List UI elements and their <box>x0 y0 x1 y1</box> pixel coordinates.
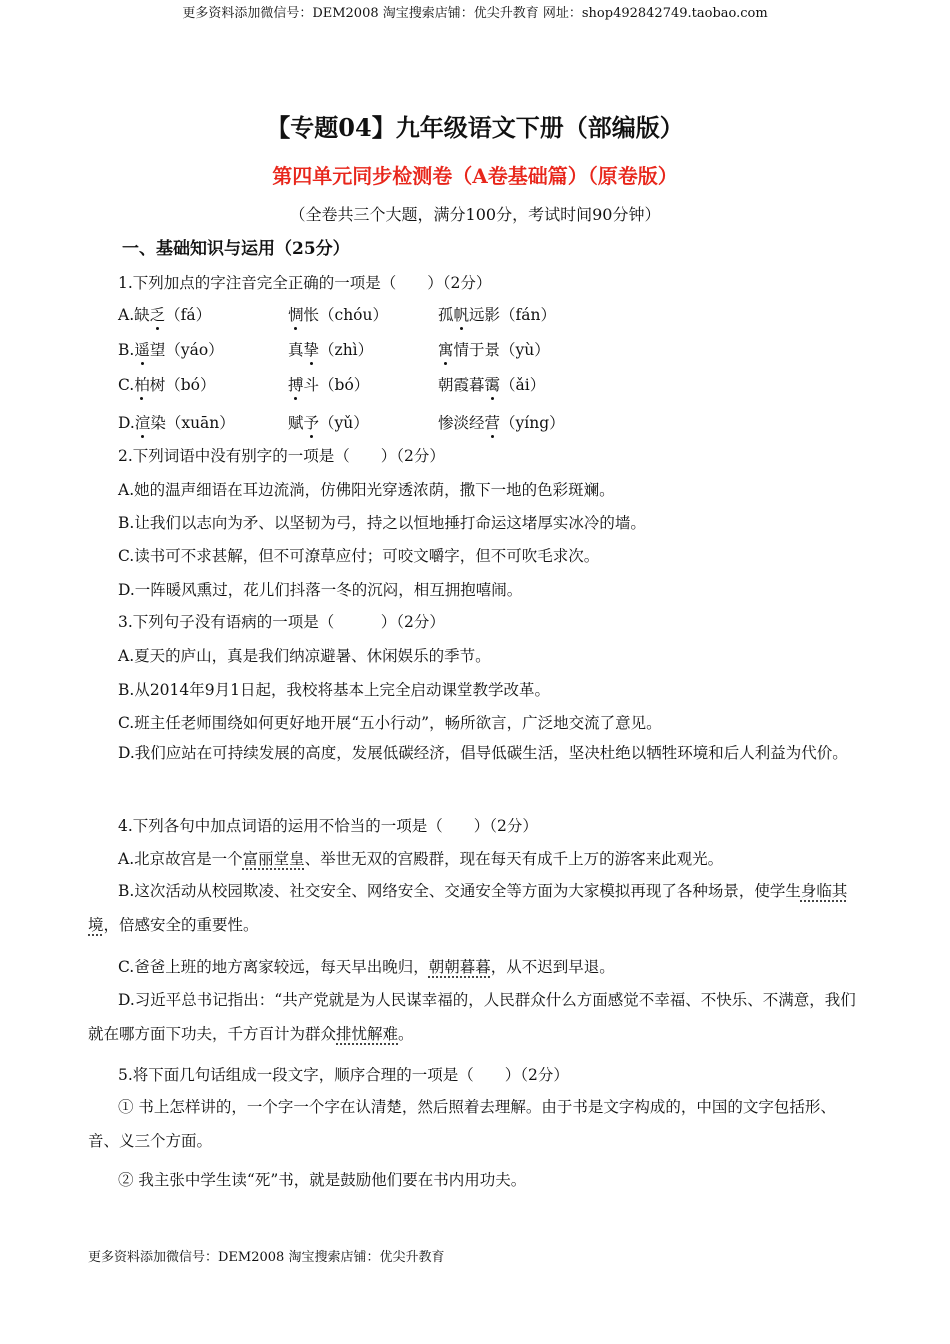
question-3-stem: 3.下列句子没有语病的一项是（ ）（2分） <box>118 613 445 631</box>
q1-option-d-1: D.渲染（xuān） <box>118 414 235 432</box>
question-1-stem: 1.下列加点的字注音完全正确的一项是（ ）（2分） <box>118 274 492 292</box>
document-subtitle: 第四单元同步检测卷（A卷基础篇）（原卷版） <box>272 164 678 188</box>
q1-option-b-3: 寓情于景（yù） <box>438 341 550 359</box>
q4-option-c: C.爸爸上班的地方离家较远，每天早出晚归，朝朝暮暮，从不迟到早退。 <box>118 958 615 976</box>
q1-option-a-1: A.缺乏（fá） <box>118 306 212 324</box>
q4-option-b: B.这次活动从校园欺凌、社交安全、网络安全、交通安全等方面为大家模拟再现了各种场景，使学生身临其境，倍感安全的重要性。 <box>88 882 848 934</box>
q3-option-b: B.从2014年9月1日起，我校将基本上完全启动课堂教学改革。 <box>118 681 550 699</box>
q4-option-d: D.习近平总书记指出：“共产党就是为人民谋幸福的，人民群众什么方面感觉不幸福、不快乐、不满意，我们就在哪方面下功夫，千方百计为群众排忧解难。 <box>88 991 856 1043</box>
question-2-stem: 2.下列词语中没有别字的一项是（ ）（2分） <box>118 447 445 465</box>
page-footer: 更多资料添加微信号：DEM2008 淘宝搜索店铺：优尖升教育 <box>88 1250 445 1265</box>
q4-a-dotted-phrase: 富丽堂皇 <box>242 850 305 868</box>
q5-sentence-1: ① 书上怎样讲的，一个字一个字在认清楚，然后照着去理解。由于书是文字构成的，中国的文字包括形、音、义三个方面。 <box>88 1098 836 1150</box>
question-5-stem: 5.将下面几句话组成一段文字，顺序合理的一项是（ ）（2分） <box>118 1066 569 1084</box>
q3-option-a: A.夏天的庐山，真是我们纳凉避暑、休闲娱乐的季节。 <box>118 647 491 665</box>
question-4-stem: 4.下列各句中加点词语的运用不恰当的一项是（ ）（2分） <box>118 817 538 835</box>
q1-option-b-2: 真挚（zhì） <box>288 341 374 359</box>
q1-option-b-1: B.遥望（yáo） <box>118 341 224 359</box>
q2-option-b: B.让我们以志向为矛、以坚韧为弓，持之以恒地捶打命运这堵厚实冰冷的墙。 <box>118 514 646 532</box>
q1-option-c-2: 搏斗（bó） <box>288 376 370 394</box>
q3-option-d: D.我们应站在可持续发展的高度，发展低碳经济，倡导低碳生活，坚决杜绝以牺牲环境和后人利益为代价。 <box>118 744 848 762</box>
q4-option-a: A.北京故宫是一个富丽堂皇、举世无双的宫殿群，现在每天有成千上万的游客来此观光。 <box>118 850 724 868</box>
document-title: 【专题04】九年级语文下册（部编版） <box>266 113 684 142</box>
q2-option-a: A.她的温声细语在耳边流淌，仿佛阳光穿透浓荫，撒下一地的色彩斑斓。 <box>118 481 615 499</box>
page-header: 更多资料添加微信号：DEM2008 淘宝搜索店铺：优尖升教育 网址：shop492842749.taobao.com <box>182 6 768 21</box>
q1-option-d-3: 惨淡经营（yíng） <box>438 414 565 432</box>
q5-sentence-2: ② 我主张中学生读“死”书，就是鼓励他们要在书内用功夫。 <box>118 1171 527 1189</box>
q4-d-dotted-phrase: 排忧解难 <box>336 1025 399 1043</box>
q1-option-d-2: 赋予（yǔ） <box>288 414 369 432</box>
q1-option-c-1: C.柏树（bó） <box>118 376 216 394</box>
q1-option-c-3: 朝霞暮霭（ǎi） <box>438 376 546 394</box>
q1-option-a-3: 孤帆远影（fán） <box>438 306 556 324</box>
q2-option-d: D.一阵暖风熏过，花儿们抖落一冬的沉闷，相互拥抱嘻闹。 <box>118 581 523 599</box>
exam-note: （全卷共三个大题，满分100分，考试时间90分钟） <box>289 205 661 224</box>
q3-option-c: C.班主任老师围绕如何更好地开展“五小行动”，畅所欲言，广泛地交流了意见。 <box>118 714 662 732</box>
section-heading: 一、基础知识与运用（25分） <box>122 239 350 259</box>
q4-b-dotted-phrase: 身临其境 <box>88 882 848 934</box>
q4-c-dotted-phrase: 朝朝暮暮 <box>428 958 491 976</box>
q2-option-c: C.读书可不求甚解，但不可潦草应付；可咬文嚼字，但不可吹毛求次。 <box>118 547 600 565</box>
q1-option-a-2: 惆怅（chóu） <box>288 306 388 324</box>
